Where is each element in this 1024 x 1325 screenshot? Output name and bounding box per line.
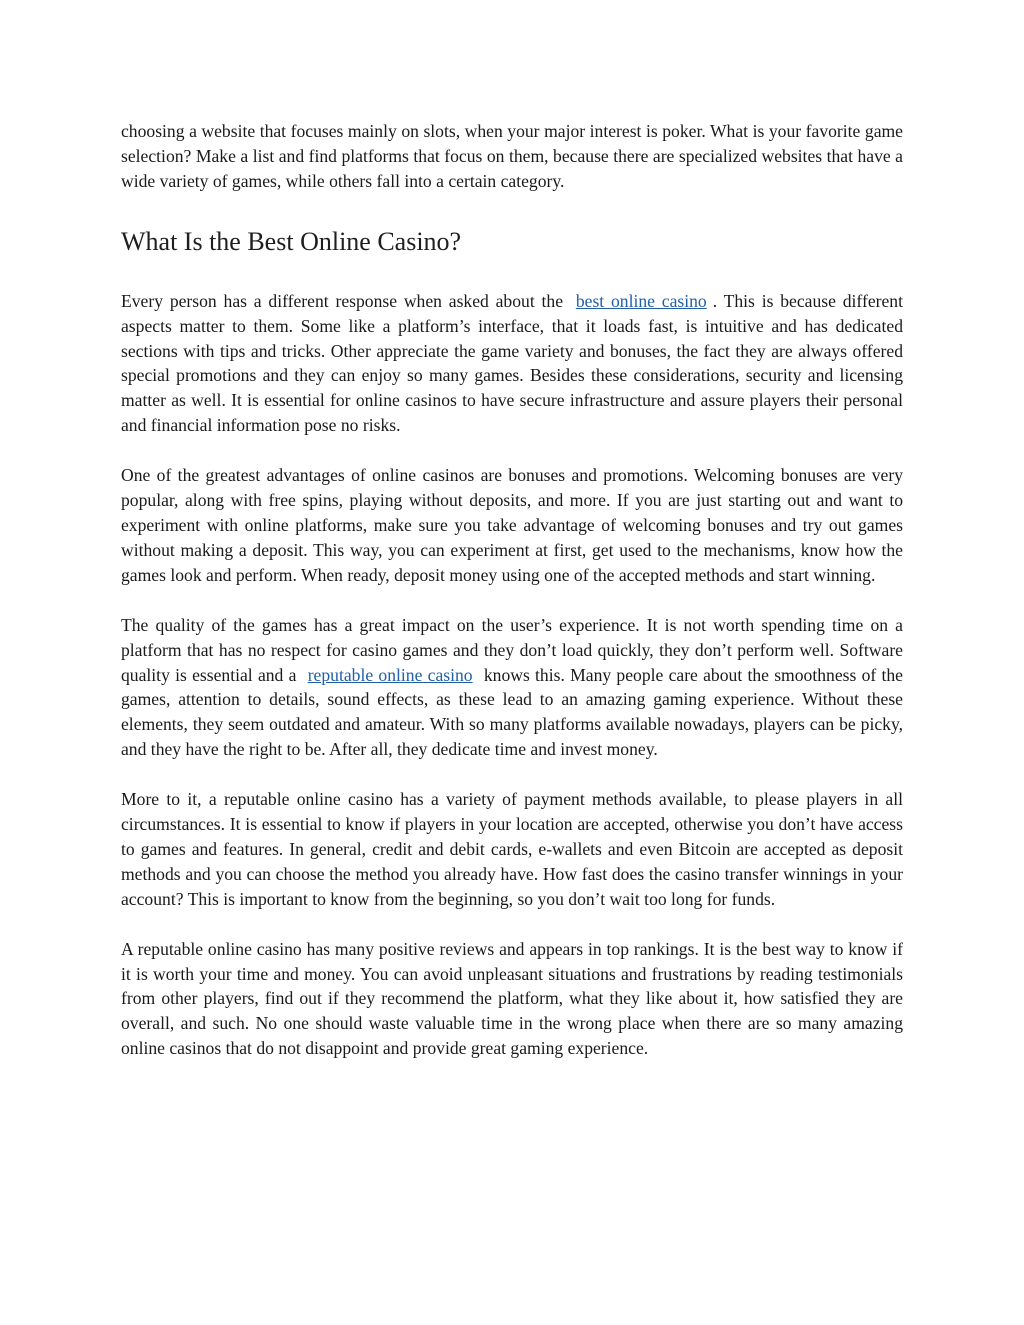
reputable-online-casino-link[interactable]: reputable online casino <box>307 664 473 685</box>
intro-paragraph: choosing a website that focuses mainly on slots, when your major interest is poker. What is your favorite game selection? Make a list and find platforms that focus on them, because there are specialized websites that have a wide variety of games, while others fall into a certain category. <box>121 121 903 191</box>
paragraph-5: A reputable online casino has many positive reviews and appears in top rankings. It is the best way to know if it is worth your time and money. You can avoid unpleasant situations and frustrations by reading testimonials from other players, find out if they recommend the platform, what they like about it, how satisfied they are overall, and such. No one should waste valuable time in the wrong place when there are so many amazing online casinos that do not disappoint and provide great gaming experience. <box>121 938 903 1059</box>
paragraph-4: More to it, a reputable online casino has a variety of payment methods available, to please players in all circumstances. It is essential to know if players in your location are accepted, otherwise you don’t have access to games and features. In general, credit and debit cards, e-wallets and even Bitcoin are accepted as deposit methods and you can choose the method you already have. How fast does the casino transfer winnings in your account? This is important to know from the beginning, so you don’t wait too long for funds. <box>121 789 903 909</box>
paragraph-1 <box>121 289 903 438</box>
paragraph-1-text-start: Every person has a different response when asked about the <box>121 290 564 311</box>
paragraph-3-text-start: The quality of the games has a great impact on the user’s experience. It is not worth spending time on a platform that has no respect for casino games and they don’t load quickly, they don’t perform well. Software quality is essential and a <box>121 614 903 685</box>
paragraph-1-text-end: . This is because different aspects matter to them. Some like a platform’s interface, that it loads fast, is intuitive and has dedicated sections with tips and tricks. Other appreciate the game variety and bonuses, the fact they are always offered special promotions and they can enjoy so many games. Besides these considerations, security and licensing matter as well. It is essential for online casinos to have secure infrastructure and assure players their personal and financial information pose no risks. <box>121 290 903 436</box>
paragraph-3 <box>121 613 903 762</box>
paragraph-3-text-end: knows this. Many people care about the smoothness of the games, attention to details, sound effects, as these lead to an amazing gaming experience. Without these elements, they seem outdated and amateur. With so many platforms available nowadays, players can be picky, and they have the right to be. After all, they dedicate time and invest money. <box>121 664 903 760</box>
best-online-casino-link[interactable]: best online casino <box>575 290 707 311</box>
section-heading: What Is the Best Online Casino? <box>121 226 462 256</box>
paragraph-2: One of the greatest advantages of online casinos are bonuses and promotions. Welcoming bonuses are very popular, along with free spins, playing without deposits, and more. If you are just starting out and want to experiment with online platforms, make sure you take advantage of welcoming bonuses and try out games without making a deposit. This way, you can experiment at first, get used to the mechanisms, know how the games look and perform. When ready, deposit money using one of the accepted methods and start winning. <box>121 465 903 585</box>
document-page <box>121 119 903 1086</box>
